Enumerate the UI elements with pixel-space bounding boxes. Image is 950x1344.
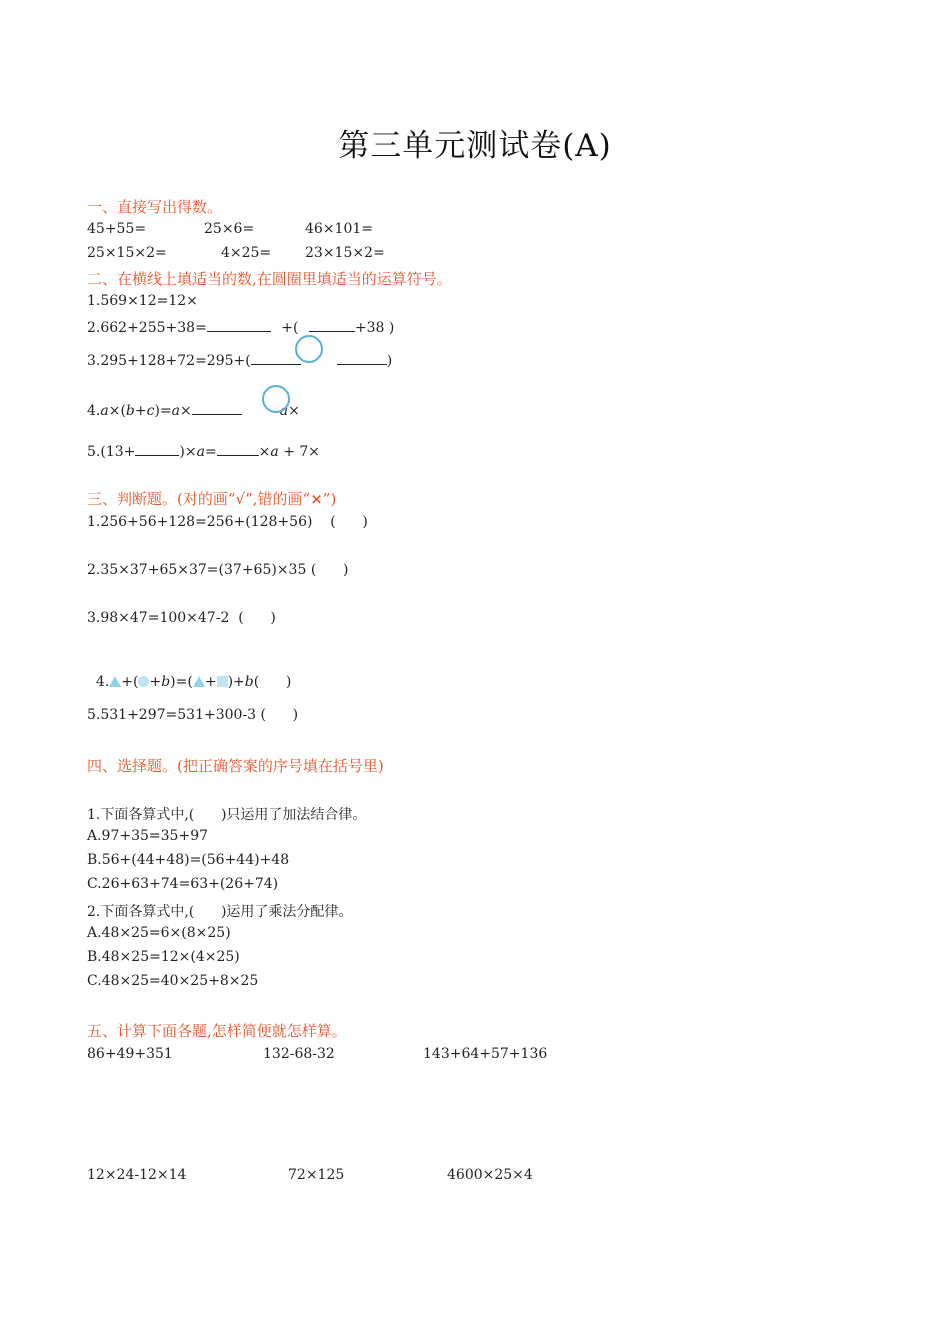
question-text: = (204, 444, 217, 460)
question-text: + (149, 674, 162, 690)
fill-question-1: 1.569×12=12× (87, 293, 198, 309)
answer-blank[interactable] (251, 350, 301, 365)
question-text: )+ (227, 674, 245, 690)
calc-item: 132-68-32 (263, 1046, 335, 1062)
operator-circle[interactable] (295, 335, 323, 363)
question-text: × (288, 403, 300, 419)
judge-question-3: 3.98×47=100×47-2 ( ) (87, 610, 276, 626)
calc-item: 143+64+57+136 (423, 1046, 548, 1062)
question-text: + (134, 403, 147, 419)
variable-b: b (244, 674, 254, 690)
judge-question-5: 5.531+297=531+300-3 ( ) (87, 707, 299, 723)
variable-b: b (161, 674, 171, 690)
question-text: +( (121, 674, 139, 690)
question-text: 3.295+128+72=295+( (87, 353, 251, 369)
answer-blank[interactable] (207, 317, 271, 332)
answer-bracket[interactable]: ( ) (253, 674, 292, 690)
judge-question-2: 2.35×37+65×37=(37+65)×35 ( ) (87, 562, 349, 578)
calc-item: 72×125 (288, 1167, 345, 1183)
question-text: +( (281, 320, 299, 336)
calc-item: 4600×25×4 (447, 1167, 533, 1183)
question-text: +38 ) (354, 320, 395, 336)
answer-blank[interactable] (337, 350, 387, 365)
question-text: × (180, 403, 192, 419)
oral-calc-item: 25×6= (204, 221, 255, 237)
calc-item: 12×24-12×14 (87, 1167, 187, 1183)
oral-calc-item: 23×15×2= (305, 245, 385, 261)
cross-mark-icon: × (310, 490, 323, 508)
section-3-heading (87, 488, 336, 509)
section-1-heading: 一、直接写出得数。 (87, 198, 223, 216)
question-text: 4. (87, 403, 101, 419)
circle-icon (138, 676, 149, 687)
question-text: + 7× (278, 444, 321, 460)
choice-question-1: 1.下面各算式中,( )只运用了加法结合律。 (87, 807, 367, 823)
question-text: )× (179, 444, 197, 460)
question-text: + (204, 674, 217, 690)
oral-calc-item: 25×15×2= (87, 245, 167, 261)
variable-a: a (171, 403, 181, 419)
question-text: )=( (170, 674, 193, 690)
fill-question-5 (87, 441, 320, 460)
question-text: ) (386, 353, 393, 369)
calc-item: 86+49+351 (87, 1046, 173, 1062)
judge-question-1: 1.256+56+128=256+(128+56) ( ) (87, 514, 368, 530)
question-text: 4. (95, 674, 110, 690)
answer-blank[interactable] (217, 441, 259, 456)
section-5-heading: 五、计算下面各题,怎样简便就怎样算。 (87, 1022, 347, 1040)
variable-a: a (279, 403, 289, 419)
choice-option: C.26+63+74=63+(26+74) (87, 876, 279, 892)
answer-blank[interactable] (309, 317, 355, 332)
choice-option: A.48×25=6×(8×25) (87, 925, 231, 941)
choice-option: B.56+(44+48)=(56+44)+48 (87, 852, 290, 868)
operator-circle[interactable] (262, 385, 290, 413)
variable-c: c (146, 403, 155, 419)
judge-question-4 (87, 658, 291, 690)
question-text: 2.662+255+38= (87, 320, 207, 336)
page-title: 第三单元测试卷(A) (338, 128, 612, 164)
heading-text: ”,错的画“ (245, 490, 311, 508)
fill-question-3 (87, 350, 392, 369)
answer-blank[interactable] (192, 400, 242, 415)
section-4-heading: 四、选择题。(把正确答案的序号填在括号里) (87, 757, 384, 775)
variable-b: b (125, 403, 135, 419)
section-2-heading: 二、在横线上填适当的数,在圆圈里填适当的运算符号。 (87, 270, 452, 288)
question-text: ×( (108, 403, 126, 419)
heading-text: 三、判断题。(对的画“ (87, 490, 236, 508)
variable-a: a (270, 444, 279, 460)
square-icon (217, 676, 228, 687)
choice-option: A.97+35=35+97 (87, 828, 209, 844)
choice-question-2: 2.下面各算式中,( )运用了乘法分配律。 (87, 904, 353, 920)
heading-text: ”) (322, 490, 337, 508)
question-text: × (258, 444, 271, 460)
oral-calc-item: 4×25= (221, 245, 272, 261)
question-text: )= (154, 403, 172, 419)
fill-question-2 (87, 317, 394, 336)
variable-a: a (100, 403, 109, 419)
triangle-icon (193, 676, 205, 687)
choice-option: C.48×25=40×25+8×25 (87, 973, 259, 989)
answer-blank[interactable] (135, 441, 179, 456)
triangle-icon (109, 676, 121, 687)
question-text: 5.(13+ (87, 444, 136, 460)
oral-calc-item: 45+55= (87, 221, 147, 237)
check-mark-icon: √ (235, 490, 246, 508)
choice-option: B.48×25=12×(4×25) (87, 949, 240, 965)
oral-calc-item: 46×101= (305, 221, 373, 237)
variable-a: a (196, 444, 205, 460)
